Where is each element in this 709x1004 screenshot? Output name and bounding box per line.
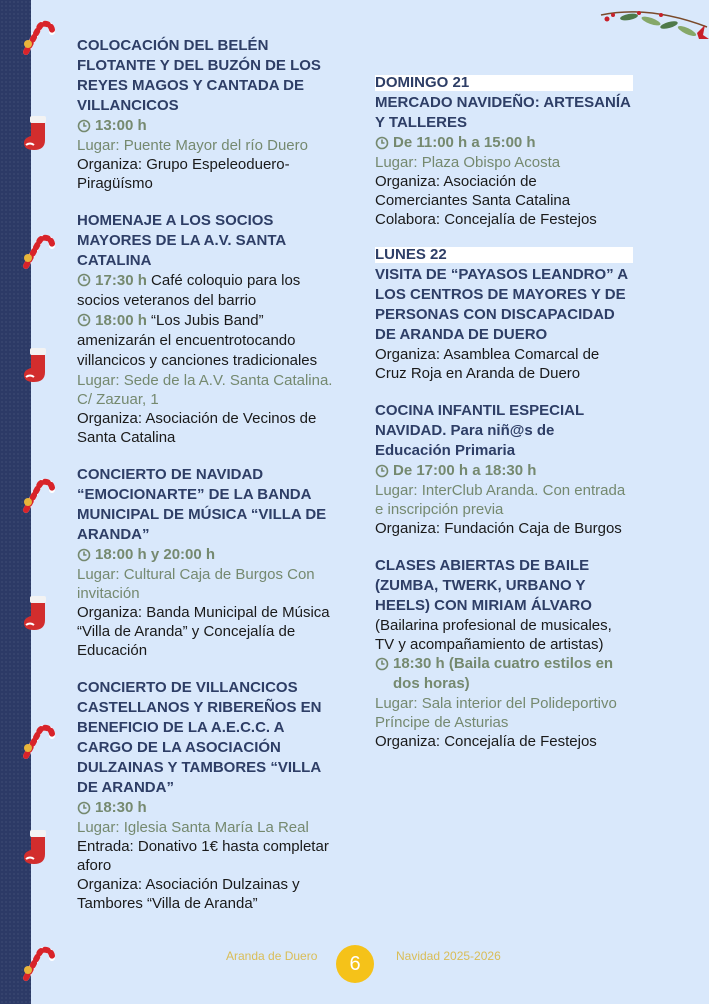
event-session	[77, 271, 339, 311]
candy-cane-icon	[14, 228, 58, 272]
event-place: Lugar: Sala interior del Polideportivo Príncipe de Asturias	[375, 695, 617, 731]
event-time	[375, 654, 633, 694]
event-organizer: Organiza: Grupo Espeleoduero-Piragüísmo	[77, 156, 290, 192]
event-organizer: Organiza: Banda Municipal de Música “Villa de Aranda” y Concejalía de Educación	[77, 604, 330, 659]
event-time-text: 18:30 h (Baila cuatro estilos en dos horas)	[393, 655, 614, 692]
event-time-text: 18:30 h	[95, 799, 147, 816]
christmas-stocking-icon	[14, 826, 58, 870]
event-place: Lugar: Iglesia Santa María La Real	[77, 819, 309, 836]
event-title: MERCADO NAVIDEÑO: ARTESANÍA Y TALLERES	[375, 94, 631, 131]
event-mercado-navideno	[375, 75, 633, 229]
event-time	[375, 133, 633, 153]
day-header: DOMINGO 21	[375, 75, 633, 91]
footer-town: Aranda de Duero	[226, 949, 318, 963]
event-title: CLASES ABIERTAS DE BAILE (ZUMBA, TWERK, URBANO Y HEELS) CON MIRIAM ÁLVARO	[375, 557, 592, 614]
clock-icon	[77, 548, 91, 562]
event-place: Lugar: Cultural Caja de Burgos Con invitación	[77, 566, 315, 602]
event-cocina-infantil	[375, 401, 633, 538]
event-title: CONCIERTO DE VILLANCICOS CASTELLANOS Y RIBEREÑOS EN BENEFICIO DE LA A.E.C.C. A CARGO DE LA ASOCIACIÓN DULZAINAS Y TAMBORES “VILLA DE ARANDA”	[77, 679, 322, 796]
day-header: LUNES 22	[375, 247, 633, 263]
candy-cane-icon	[14, 718, 58, 762]
christmas-stocking-icon	[14, 112, 58, 156]
left-events-column	[77, 36, 339, 931]
event-title: VISITA DE “PAYASOS LEANDRO” A LOS CENTROS DE MAYORES Y DE PERSONAS CON DISCAPACIDAD DE ARANDA DE DUERO	[375, 266, 628, 343]
event-place: Lugar: InterClub Aranda. Con entrada e inscripción previa	[375, 482, 626, 518]
event-time	[77, 545, 339, 565]
event-time-text: 18:00 h y 20:00 h	[95, 546, 216, 563]
candy-cane-icon	[14, 472, 58, 516]
session-text: Café coloquio para los socios veteranos del barrio	[77, 272, 301, 309]
clock-icon	[77, 119, 91, 133]
event-organizer: Organiza: Fundación Caja de Burgos	[375, 520, 622, 537]
event-organizer: Organiza: Asociación de Comerciantes Santa Catalina	[375, 173, 571, 209]
christmas-stocking-icon	[14, 592, 58, 636]
event-entry: Entrada: Donativo 1€ hasta completar aforo	[77, 838, 329, 874]
event-time	[77, 798, 339, 818]
clock-icon	[77, 273, 91, 287]
event-place: Lugar: Sede de la A.V. Santa Catalina. C/ Zazuar, 1	[77, 372, 333, 408]
event-time-text: De 11:00 h a 15:00 h	[393, 134, 536, 151]
event-place: Lugar: Plaza Obispo Acosta	[375, 154, 561, 171]
page-number: 6	[336, 945, 374, 983]
event-time-text: 13:00 h	[95, 117, 147, 134]
event-concierto-villancicos	[77, 678, 339, 913]
event-clases-baile	[375, 556, 633, 751]
event-payasos-leandro	[375, 247, 633, 383]
event-time	[375, 461, 633, 481]
christmas-stocking-icon	[14, 344, 58, 388]
event-time	[77, 116, 339, 136]
event-time-text: De 17:00 h a 18:30 h	[393, 462, 537, 479]
event-organizer: Organiza: Asamblea Comarcal de Cruz Roja en Aranda de Duero	[375, 346, 600, 382]
clock-icon	[77, 801, 91, 815]
event-session	[77, 311, 339, 371]
event-title: COLOCACIÓN DEL BELÉN FLOTANTE Y DEL BUZÓN DE LOS REYES MAGOS Y CANTADA DE VILLANCICOS	[77, 37, 321, 114]
event-belen-flotante	[77, 36, 339, 193]
event-title: HOMENAJE A LOS SOCIOS MAYORES DE LA A.V. SANTA CATALINA	[77, 212, 286, 269]
event-collaborator: Colabora: Concejalía de Festejos	[375, 211, 597, 228]
footer-season: Navidad 2025-2026	[396, 949, 501, 963]
candy-cane-icon	[14, 14, 58, 58]
session-time: 18:00 h	[95, 312, 147, 329]
clock-icon	[375, 464, 389, 478]
clock-icon	[375, 136, 389, 150]
candy-cane-icon	[14, 940, 58, 984]
holly-garland-icon	[599, 5, 709, 47]
session-time: 17:30 h	[95, 272, 147, 289]
event-place: Lugar: Puente Mayor del río Duero	[77, 137, 308, 154]
session-text: “Los Jubis Band” amenizarán el encuentrotocando villancicos y canciones tradicionales	[77, 312, 318, 369]
event-subtitle: (Bailarina profesional de musicales, TV y acompañamiento de artistas)	[375, 617, 612, 653]
event-homenaje-socios	[77, 211, 339, 447]
event-organizer: Organiza: Concejalía de Festejos	[375, 733, 597, 750]
event-organizer: Organiza: Asociación Dulzainas y Tambores “Villa de Aranda”	[77, 876, 300, 912]
clock-icon	[77, 313, 91, 327]
event-organizer: Organiza: Asociación de Vecinos de Santa Catalina	[77, 410, 317, 446]
clock-icon	[375, 657, 389, 671]
event-concierto-navidad	[77, 465, 339, 660]
event-title: COCINA INFANTIL ESPECIAL NAVIDAD. Para niñ@s de Educación Primaria	[375, 402, 584, 459]
event-title: CONCIERTO DE NAVIDAD “EMOCIONARTE” DE LA BANDA MUNICIPAL DE MÚSICA “VILLA DE ARANDA”	[77, 466, 327, 543]
right-events-column	[375, 75, 633, 769]
